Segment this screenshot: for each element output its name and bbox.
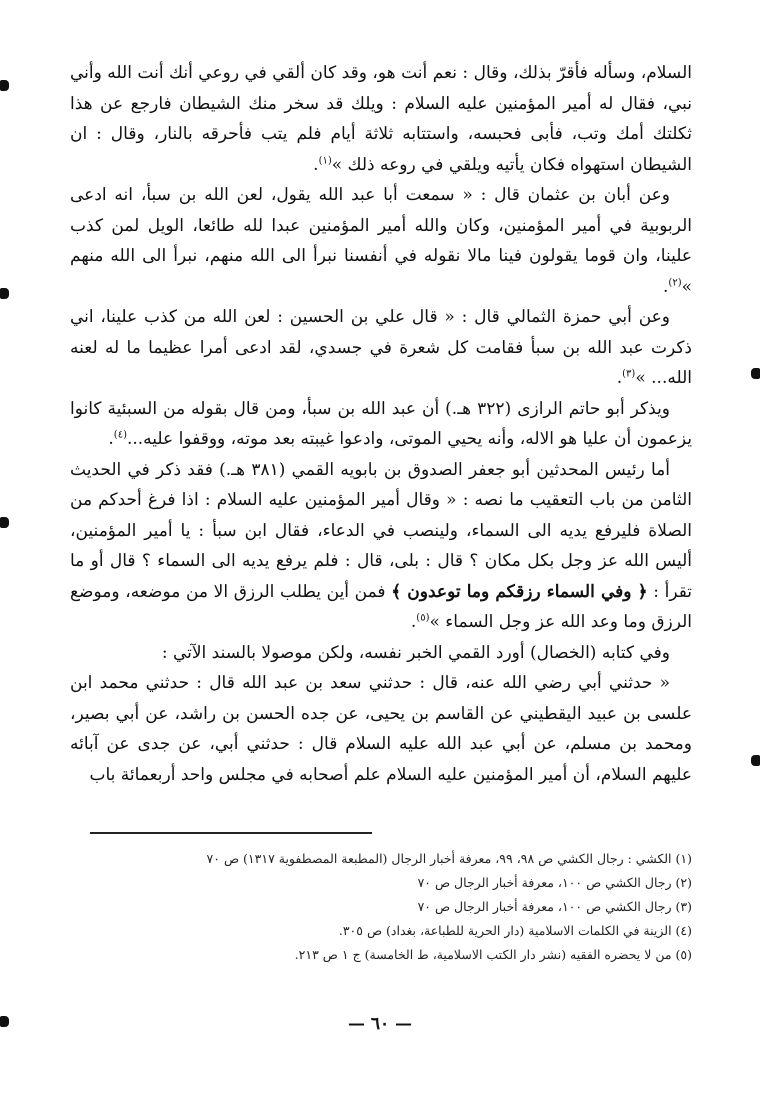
footnote-2: (٢) رجال الكشي ص ١٠٠، معرفة أخبار الرجال ص ٧٠	[417, 875, 692, 890]
scan-mark-right-1	[751, 368, 760, 379]
footnote-ref-2: (٢)	[668, 276, 682, 288]
paragraph-2: وعن أبان بن عثمان قال : « سمعت أبا عبد الله يقول، لعن الله بن سبأ، انه ادعى الربوبية في أمير المؤمنين، وكان والله أمير المؤمنين عبدا لله طائعا، الويل لمن كذب علينا، وان قوما يقولون فينا مالا نقوله في أنفسنا نبرأ الى الله منهم، نبرأ الى الله منهم »$^{(٢)}$.	[70, 185, 692, 297]
footnote-ref-1: (١)	[318, 154, 332, 166]
footnote-1: (١) الكشي : رجال الكشي ص ٩٨، ٩٩، معرفة أخبار الرجال (المطبعة المصطفوية ١٣١٧) ص ٧٠	[206, 851, 692, 866]
scan-mark-left-3	[0, 517, 9, 528]
footnote-divider	[90, 832, 372, 834]
footnote-4: (٤) الزينة في الكلمات الاسلامية (دار الحرية للطباعة، بغداد) ص ٣٠٥.	[338, 923, 692, 938]
paragraph-5: أما رئيس المحدثين أبو جعفر الصدوق بن بابويه القمي (٣٨١ هـ.) فقد ذكر في الحديث الثامن من باب التعقيب ما نصه : « وقال أمير المؤمنين عليه السلام : اذا فرغ أحدكم من الصلاة فليرفع يديه الى السماء، ولينصب في الدعاء، فقال ابن سبأ : يا أمير المؤمنين، أليس الله عز وجل بكل مكان ؟ قال : بلى، قال : فلم يرفع يديه الى السماء ؟ قال أو ما تقرأ : ﴿ وفي السماء رزقكم وما توعدون ﴾ فمن أين يطلب الرزق الا من موضعه، وموضع الرزق وما وعد الله عز وجل السماء »$^{(٥)}$.	[70, 459, 693, 632]
paragraph-7-text: « حدثني أبي رضي الله عنه، قال : حدثني سعد بن عبد الله قال : حدثني محمد ابن علسى بن عبيد اليقطيني عن القاسم بن يحيى، عن جده الحسن بن راشد، عن أبي بصير، ومحمد بن مسلم، عن أبي عبد الله عليه السلام قال : حدثني أبي، عن جدى عن آبائه عليهم السلام، أن أمير المؤمنين عليه السلام علم أصحابه في مجلس واحد أربعمائة باب	[70, 673, 692, 785]
paragraph-1: السلام، وسأله فأقرّ بذلك، وقال : نعم أنت هو، وقد كان ألقي في روعي أنك أنت الله وأني نبي، فقال له أمير المؤمنين عليه السلام : ويلك قد سخر منك الشيطان فارجع عن هذا ثكلتك أمك وتب، فأبى فحبسه، واستتابه ثلاثة أيام فلم يتب فأحرقه بالنار، وقال : ان الشيطان استهواه فكان يأتيه ويلقي في روعه ذلك »$^{(١)}$.	[70, 63, 692, 175]
paragraph-3: وعن أبي حمزة الثمالي قال : « قال علي بن الحسين : لعن الله من كذب علينا، اني ذكرت عبد الله بن سبأ فقامت كل شعرة في جسدي، لقد ادعى أمرا عظيما ما له لعنه الله... »$^{(٣)}$.	[70, 307, 692, 388]
paragraph-7	[70, 668, 692, 790]
scan-mark-left-1	[0, 80, 9, 91]
paragraph-4-text: ويذكر أبو حاتم الرازى (٣٢٢ هـ.) أن عبد الله بن سبأ، ومن قال بقوله من السبئية كانوا يزعمون أن عليا هو الاله، وأنه يحيي الموتى، وادعوا غيبته بعد موته، ووقفوا عليه...	[70, 398, 692, 449]
scan-mark-right-2	[751, 755, 760, 766]
paragraph-5-text: أما رئيس المحدثين أبو جعفر الصدوق بن بابويه القمي (٣٨١ هـ.) فقد ذكر في الحديث الثامن من باب التعقيب ما نصه : « وقال أمير المؤمنين عليه السلام : اذا فرغ أحدكم من الصلاة فليرفع يديه الى السماء، ولينصب في الدعاء، فقال ابن سبأ : يا أمير المؤمنين، أليس الله عز وجل بكل مكان ؟ قال : بلى، قال : فلم يرفع يديه الى السماء ؟ قال أو ما تقرأ :	[70, 459, 693, 602]
page-body	[70, 58, 692, 790]
footnote-3: (٣) رجال الكشي ص ١٠٠، معرفة أخبار الرجال ص ٧٠	[417, 899, 692, 914]
scan-mark-left-2	[0, 288, 9, 299]
footnote-5: (٥) من لا يحضره الفقيه (نشر دار الكتب الاسلامية، ط الخامسة) ج ١ ص ٢١٣.	[294, 947, 692, 962]
paragraph-6	[70, 638, 692, 669]
paragraph-5-text-cont: فمن أين يطلب الرزق الا من موضعه، وموضع الرزق وما وعد الله عز وجل السماء »	[70, 581, 692, 632]
quran-verse: ﴿ وفي السماء رزقكم وما توعدون ﴾	[391, 581, 648, 602]
paragraph-2-text: وعن أبان بن عثمان قال : « سمعت أبا عبد الله يقول، لعن الله بن سبأ، انه ادعى الربوبية في أمير المؤمنين، وكان والله أمير المؤمنين عبدا لله طائعا، الويل لمن كذب علينا، وان قوما يقولون فينا مالا نقوله في أنفسنا نبرأ الى الله منهم، نبرأ الى الله منهم »	[70, 185, 692, 297]
paragraph-3-text: وعن أبي حمزة الثمالي قال : « قال علي بن الحسين : لعن الله من كذب علينا، اني ذكرت عبد الله بن سبأ فقامت كل شعرة في جسدي، لقد ادعى أمرا عظيما ما له لعنه الله... »	[70, 307, 692, 388]
page-number: — ٦٠ —	[347, 1014, 413, 1034]
footnote-ref-5: (٥)	[416, 612, 430, 624]
footnote-ref-3: (٣)	[622, 368, 636, 380]
paragraph-6-text: وفي كتابه (الخصال) أورد القمي الخبر نفسه، ولكن موصولا بالسند الآتي :	[161, 642, 670, 663]
footnote-ref-4: (٤)	[113, 429, 127, 441]
paragraph-1-text: السلام، وسأله فأقرّ بذلك، وقال : نعم أنت هو، وقد كان ألقي في روعي أنك أنت الله وأني نبي، فقال له أمير المؤمنين عليه السلام : ويلك قد سخر منك الشيطان فارجع عن هذا ثكلتك أمك وتب، فأبى فحبسه، واستتابه ثلاثة أيام فلم يتب فأحرقه بالنار، وقال : ان الشيطان استهواه فكان يأتيه ويلقي في روعه ذلك »	[70, 63, 692, 175]
footnotes	[206, 847, 692, 967]
scan-mark-left-4	[0, 1016, 9, 1027]
paragraph-4: ويذكر أبو حاتم الرازى (٣٢٢ هـ.) أن عبد الله بن سبأ، ومن قال بقوله من السبئية كانوا يزعمون أن عليا هو الاله، وأنه يحيي الموتى، وادعوا غيبته بعد موته، ووقفوا عليه...$^{(٤)}$.	[70, 398, 692, 449]
